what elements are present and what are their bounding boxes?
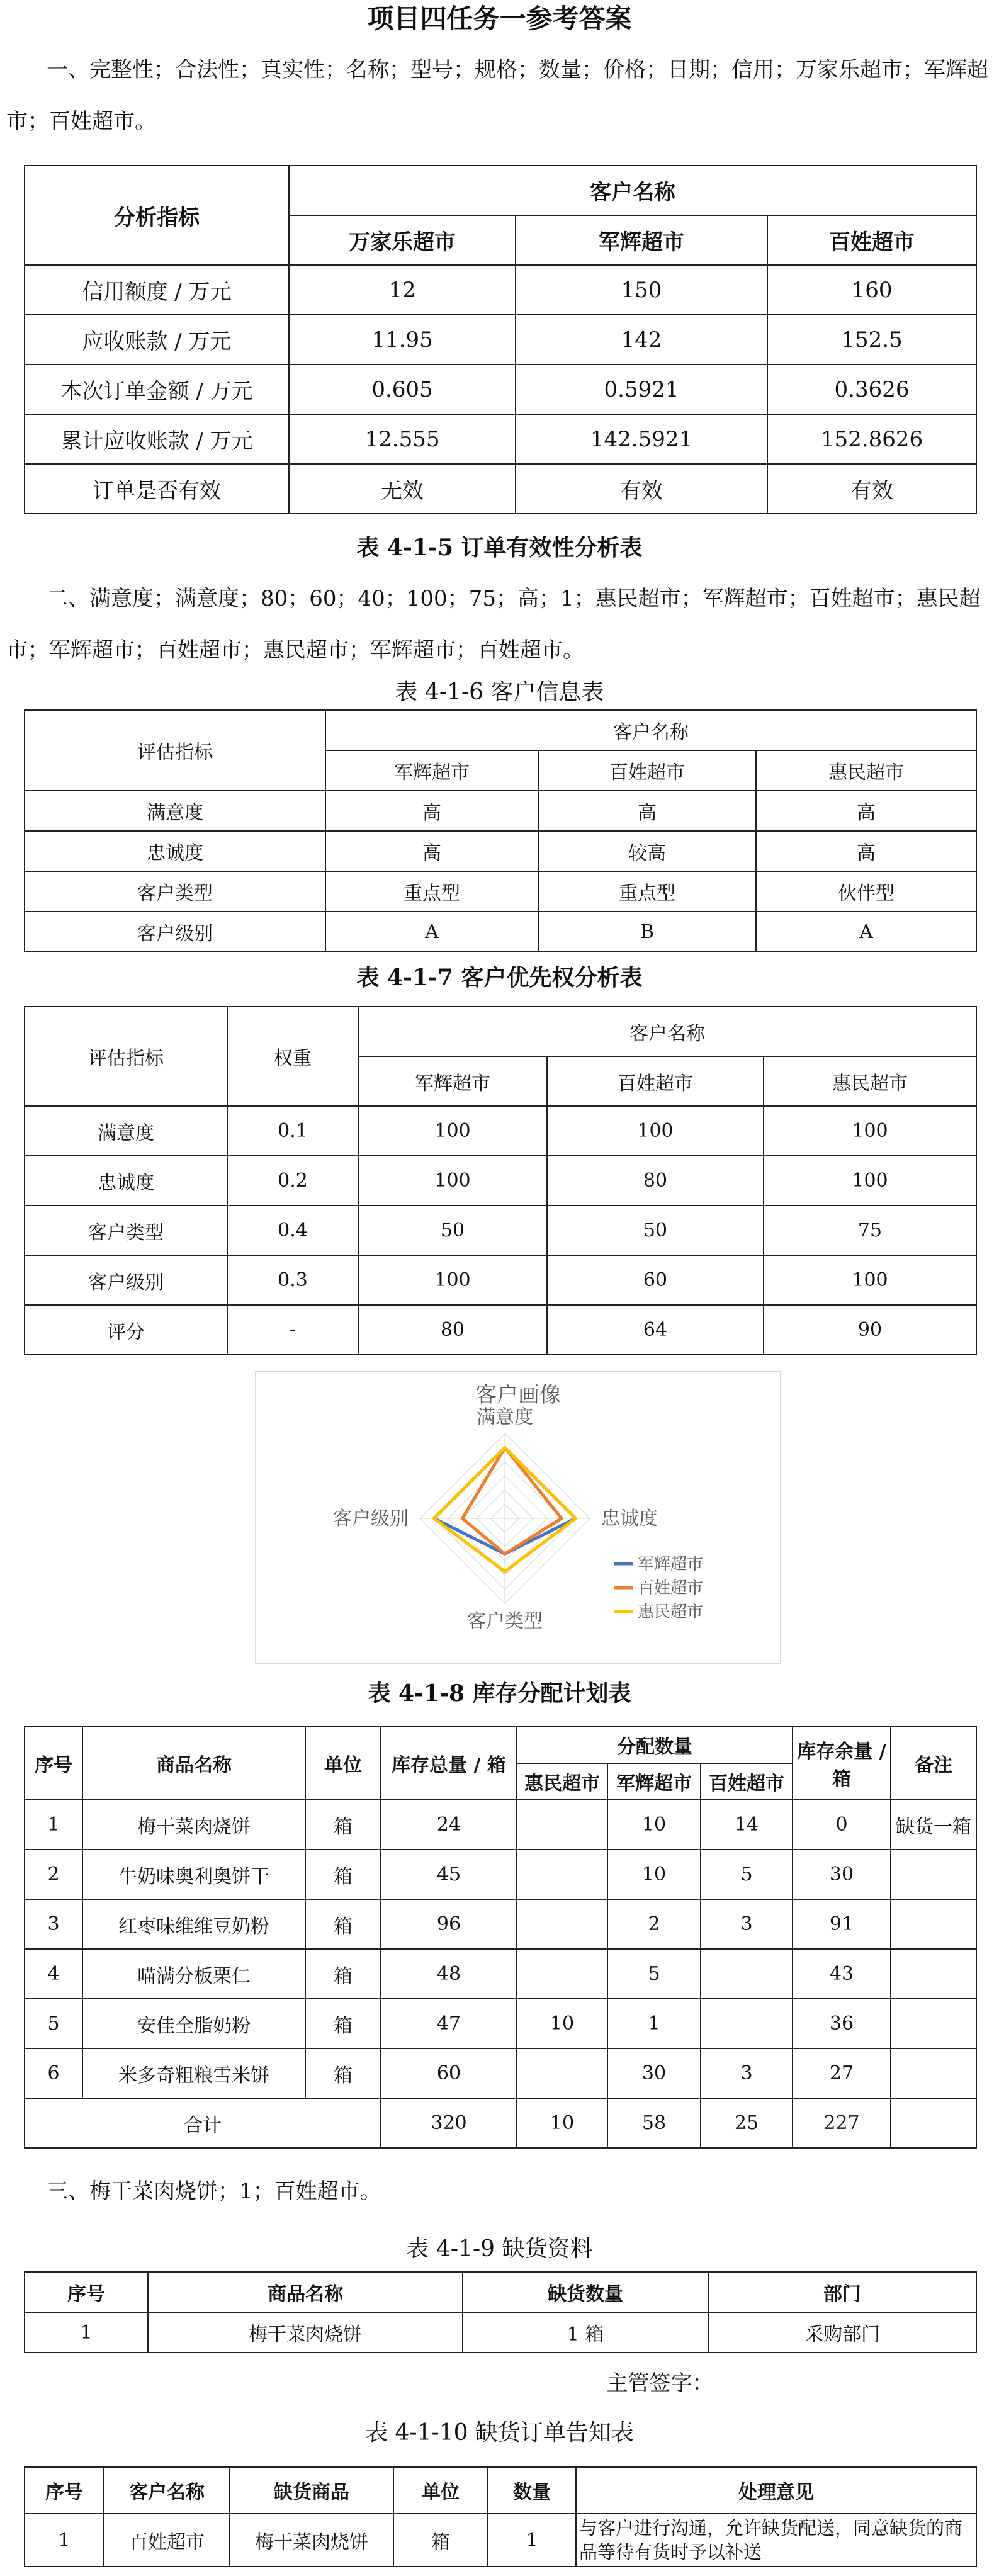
table-cell: 100 <box>358 1255 547 1305</box>
table-cell: 1 <box>607 1999 701 2048</box>
shortage-notice-table <box>24 2466 977 2567</box>
table-cell: 90 <box>764 1305 976 1355</box>
table-cell: - <box>227 1305 358 1355</box>
table-caption: 表 4-1-10 缺货订单告知表 <box>365 2420 634 2446</box>
table-cell: 0.1 <box>227 1106 358 1156</box>
table-cell: 高 <box>325 791 538 831</box>
table-cell: 客户级别 <box>25 1255 227 1305</box>
table-cell: 100 <box>764 1255 976 1305</box>
table-cell: 满意度 <box>25 791 325 831</box>
table-cell: 24 <box>381 1800 517 1850</box>
table-cell: 25 <box>701 2098 793 2148</box>
table-row <box>25 2312 976 2353</box>
table-col-header: 缺货数量 <box>463 2272 708 2312</box>
legend-label: 百姓超市 <box>638 1579 704 1598</box>
table-cell: 5 <box>607 1949 701 1999</box>
table-cell <box>891 2048 976 2098</box>
table-cell: 36 <box>793 1999 891 2048</box>
table-cell: 3 <box>701 2048 793 2098</box>
table-cell: 忠诚度 <box>25 831 325 871</box>
alloc-col-header: 军辉超市 <box>607 1763 701 1800</box>
table-col-header: 数量 <box>488 2467 576 2514</box>
table-cell: 12 <box>289 265 516 315</box>
table-col-header: 处理意见 <box>576 2467 976 2514</box>
table-cell: 47 <box>381 1999 517 2048</box>
table-row <box>25 2514 976 2567</box>
table-cell: 3 <box>701 1899 793 1949</box>
table-cell: 客户级别 <box>25 912 325 952</box>
table-cell: 160 <box>767 265 976 315</box>
customer-info-table <box>24 709 977 952</box>
table-cell: 高 <box>756 791 976 831</box>
supervisor-signature-label: 主管签字： <box>606 2371 714 2396</box>
table-cell: 2 <box>607 1899 701 1949</box>
table-cell: 30 <box>607 2048 701 2098</box>
order-validity-table <box>24 165 977 514</box>
table-cell: 45 <box>381 1850 517 1899</box>
table-cell: 重点型 <box>538 871 756 912</box>
table-cell: 信用额度 / 万元 <box>25 265 289 315</box>
radar-axis-label: 客户类型 <box>467 1610 543 1632</box>
table-cell: 忠诚度 <box>25 1156 227 1206</box>
table-cell: 100 <box>764 1106 976 1156</box>
table-col-header: 序号 <box>25 2272 148 2312</box>
table-row <box>25 364 976 414</box>
table-cell: 重点型 <box>325 871 538 912</box>
answer-paragraph-3: 三、梅干菜肉烧饼；1；百姓超市。 <box>47 2179 381 2204</box>
table-cell: 152.5 <box>767 315 976 364</box>
total-label: 合计 <box>25 2098 381 2148</box>
table-cell: 227 <box>793 2098 891 2148</box>
table-cell: 64 <box>547 1305 764 1355</box>
table-cell: 高 <box>756 831 976 871</box>
table-cell <box>517 1899 607 1949</box>
table-cell: 有效 <box>767 464 976 514</box>
page-title: 项目四任务一参考答案 <box>367 3 632 34</box>
table-cell: 30 <box>793 1850 891 1899</box>
table-cell: 60 <box>547 1255 764 1305</box>
table-cell: 箱 <box>393 2514 488 2567</box>
table-row <box>25 265 976 315</box>
table-cell <box>517 2048 607 2098</box>
table-row <box>25 1255 976 1305</box>
table-row <box>25 831 976 871</box>
table-col-header: 百姓超市 <box>547 1056 764 1106</box>
table-cell: 91 <box>793 1899 891 1949</box>
table-cell: 1 <box>25 1800 82 1850</box>
customer-priority-table <box>24 1006 977 1355</box>
table-group-header: 客户名称 <box>358 1007 976 1056</box>
shortage-info-table <box>24 2271 977 2353</box>
table-cell: 5 <box>25 1999 82 2048</box>
table-cell: 10 <box>517 2098 607 2148</box>
table-cell: 100 <box>358 1106 547 1156</box>
table-cell <box>891 1850 976 1899</box>
table-cell: 应收账款 / 万元 <box>25 315 289 364</box>
table-cell: 与客户进行沟通，允许缺货配送，同意缺货的商品等待有货时予以补送 <box>576 2514 976 2567</box>
table-cell: 10 <box>517 1999 607 2048</box>
table-cell: 伙伴型 <box>756 871 976 912</box>
radar-axis-label: 忠诚度 <box>601 1508 658 1530</box>
table-cell: 喵满分板栗仁 <box>82 1949 305 1999</box>
table-col-header: 百姓超市 <box>538 750 756 791</box>
table-cell <box>701 1999 793 2048</box>
table-cell: 12.555 <box>289 414 516 464</box>
table-cell: 安佳全脂奶粉 <box>82 1999 305 2048</box>
table-cell: 1 <box>488 2514 576 2567</box>
table-cell: 有效 <box>516 464 767 514</box>
weight-header: 权重 <box>227 1007 358 1106</box>
table-row <box>25 1899 976 1949</box>
table-cell <box>891 1899 976 1949</box>
table-cell: 箱 <box>305 2048 381 2098</box>
table-cell: 较高 <box>538 831 756 871</box>
table-col-header: 缺货商品 <box>230 2467 393 2514</box>
radar-axis-label: 客户级别 <box>333 1508 409 1530</box>
table-cell: 0.3626 <box>767 364 976 414</box>
table-cell: 3 <box>25 1899 82 1949</box>
radar-axis-label: 满意度 <box>477 1406 533 1428</box>
table-cell: 80 <box>358 1305 547 1355</box>
table-group-header: 客户名称 <box>325 710 976 750</box>
table-cell: 客户类型 <box>25 871 325 912</box>
table-cell: 96 <box>381 1899 517 1949</box>
table-row <box>25 912 976 952</box>
table-cell: 米多奇粗粮雪米饼 <box>82 2048 305 2098</box>
table-cell: 11.95 <box>289 315 516 364</box>
col-header-note: 备注 <box>891 1727 976 1800</box>
table-cell: 高 <box>325 831 538 871</box>
table-cell: 320 <box>381 2098 517 2148</box>
table-cell: 75 <box>764 1206 976 1255</box>
col-header-name: 商品名称 <box>82 1727 305 1800</box>
table-row <box>25 2048 976 2098</box>
table-row <box>25 1949 976 1999</box>
table-caption: 表 4-1-6 客户信息表 <box>395 679 604 705</box>
table-cell: 4 <box>25 1949 82 1999</box>
table-cell: 150 <box>516 265 767 315</box>
table-cell: 0.5921 <box>516 364 767 414</box>
table-cell <box>517 1800 607 1850</box>
table-cell: 100 <box>764 1156 976 1206</box>
table-col-header: 客户名称 <box>104 2467 230 2514</box>
table-row <box>25 1206 976 1255</box>
table-cell: 14 <box>701 1800 793 1850</box>
table-corner-header: 评估指标 <box>25 1007 227 1106</box>
table-cell <box>517 1949 607 1999</box>
table-cell: 0 <box>793 1800 891 1850</box>
table-col-header: 商品名称 <box>148 2272 463 2312</box>
total-row <box>25 2098 976 2148</box>
table-col-header: 百姓超市 <box>767 215 976 265</box>
table-col-header: 惠民超市 <box>756 750 976 791</box>
table-col-header: 部门 <box>708 2272 976 2312</box>
table-cell: 累计应收账款 / 万元 <box>25 414 289 464</box>
table-col-header: 惠民超市 <box>764 1056 976 1106</box>
table-cell <box>701 1949 793 1999</box>
table-cell: 梅干菜肉烧饼 <box>230 2514 393 2567</box>
table-cell: 1 <box>25 2312 148 2353</box>
table-col-header: 单位 <box>393 2467 488 2514</box>
table-cell: 采购部门 <box>708 2312 976 2353</box>
table-cell: 无效 <box>289 464 516 514</box>
table-cell: 50 <box>547 1206 764 1255</box>
legend-label: 惠民超市 <box>638 1603 704 1622</box>
col-header-unit: 单位 <box>305 1727 381 1800</box>
table-cell: 客户类型 <box>25 1206 227 1255</box>
table-cell: 152.8626 <box>767 414 976 464</box>
table-caption: 表 4-1-8 库存分配计划表 <box>368 1680 631 1707</box>
table-cell: 43 <box>793 1949 891 1999</box>
table-cell: 百姓超市 <box>104 2514 230 2567</box>
table-cell: 50 <box>358 1206 547 1255</box>
customer-portrait-chart <box>255 1371 781 1664</box>
col-header-no: 序号 <box>25 1727 82 1800</box>
table-caption: 表 4-1-9 缺货资料 <box>406 2236 593 2262</box>
table-cell: 订单是否有效 <box>25 464 289 514</box>
table-row <box>25 1156 976 1206</box>
table-cell: 评分 <box>25 1305 227 1355</box>
table-cell: 2 <box>25 1850 82 1899</box>
table-cell: 梅干菜肉烧饼 <box>148 2312 463 2353</box>
table-cell: 60 <box>381 2048 517 2098</box>
table-cell: 箱 <box>305 1999 381 2048</box>
table-col-header: 序号 <box>25 2467 104 2514</box>
table-cell: 箱 <box>305 1850 381 1899</box>
table-row <box>25 464 976 514</box>
table-row <box>25 1999 976 2048</box>
table-cell: 100 <box>547 1106 764 1156</box>
table-col-header: 军辉超市 <box>358 1056 547 1106</box>
answer-paragraph-2: 二、满意度；满意度；80；60；40；100；75；高；1；惠民超市；军辉超市；百姓超市；惠民超市；军辉超市；百姓超市；惠民超市；军辉超市；百姓超市。 <box>6 586 981 663</box>
table-cell: 142.5921 <box>516 414 767 464</box>
table-cell: 0.2 <box>227 1156 358 1206</box>
table-group-header: 客户名称 <box>289 166 976 215</box>
table-cell: 箱 <box>305 1899 381 1949</box>
table-corner-header: 分析指标 <box>25 166 289 265</box>
table-cell: A <box>325 912 538 952</box>
table-cell: 10 <box>607 1800 701 1850</box>
table-cell: 缺货一箱 <box>891 1800 976 1850</box>
alloc-col-header: 惠民超市 <box>517 1763 607 1800</box>
table-cell: 0.605 <box>289 364 516 414</box>
table-cell: 满意度 <box>25 1106 227 1156</box>
table-cell: 27 <box>793 2048 891 2098</box>
table-cell: 高 <box>538 791 756 831</box>
table-cell <box>517 1850 607 1899</box>
radar-chart-svg <box>256 1372 780 1663</box>
table-row <box>25 791 976 831</box>
chart-title: 客户画像 <box>475 1382 561 1408</box>
table-cell: 5 <box>701 1850 793 1899</box>
inventory-allocation-table <box>24 1726 977 2149</box>
table-row <box>25 871 976 912</box>
table-row <box>25 1305 976 1355</box>
table-cell <box>891 1999 976 2048</box>
col-header-total: 库存总量 / 箱 <box>381 1727 517 1800</box>
radar-series-line <box>463 1448 562 1554</box>
table-caption: 表 4-1-7 客户优先权分析表 <box>356 964 643 991</box>
table-cell: 0.3 <box>227 1255 358 1305</box>
table-cell: 1 箱 <box>463 2312 708 2353</box>
table-cell: 箱 <box>305 1800 381 1850</box>
table-col-header: 军辉超市 <box>516 215 767 265</box>
table-cell: 1 <box>25 2514 104 2567</box>
col-header-remain: 库存余量 / 箱 <box>793 1727 891 1800</box>
table-cell: B <box>538 912 756 952</box>
answer-paragraph-1: 一、完整性；合法性；真实性；名称；型号；规格；数量；价格；日期；信用；万家乐超市；军辉超市；百姓超市。 <box>6 57 988 134</box>
table-cell: 100 <box>358 1156 547 1206</box>
table-cell <box>891 2098 976 2148</box>
alloc-col-header: 百姓超市 <box>701 1763 793 1800</box>
legend-label: 军辉超市 <box>638 1555 704 1574</box>
table-caption: 表 4-1-5 订单有效性分析表 <box>356 534 643 561</box>
table-cell: A <box>756 912 976 952</box>
table-cell: 48 <box>381 1949 517 1999</box>
table-cell: 0.4 <box>227 1206 358 1255</box>
col-header-alloc: 分配数量 <box>517 1727 793 1763</box>
table-row <box>25 414 976 464</box>
table-cell: 10 <box>607 1850 701 1899</box>
table-cell: 58 <box>607 2098 701 2148</box>
table-cell: 梅干菜肉烧饼 <box>82 1800 305 1850</box>
table-cell: 80 <box>547 1156 764 1206</box>
table-cell: 6 <box>25 2048 82 2098</box>
table-col-header: 军辉超市 <box>325 750 538 791</box>
table-cell: 牛奶味奥利奥饼干 <box>82 1850 305 1899</box>
table-cell <box>891 1949 976 1999</box>
table-cell: 142 <box>516 315 767 364</box>
table-cell: 本次订单金额 / 万元 <box>25 364 289 414</box>
table-row <box>25 1800 976 1850</box>
table-cell: 箱 <box>305 1949 381 1999</box>
table-corner-header: 评估指标 <box>25 710 325 791</box>
table-row <box>25 1850 976 1899</box>
table-row <box>25 315 976 364</box>
table-col-header: 万家乐超市 <box>289 215 516 265</box>
table-cell: 红枣味维维豆奶粉 <box>82 1899 305 1949</box>
table-row <box>25 1106 976 1156</box>
